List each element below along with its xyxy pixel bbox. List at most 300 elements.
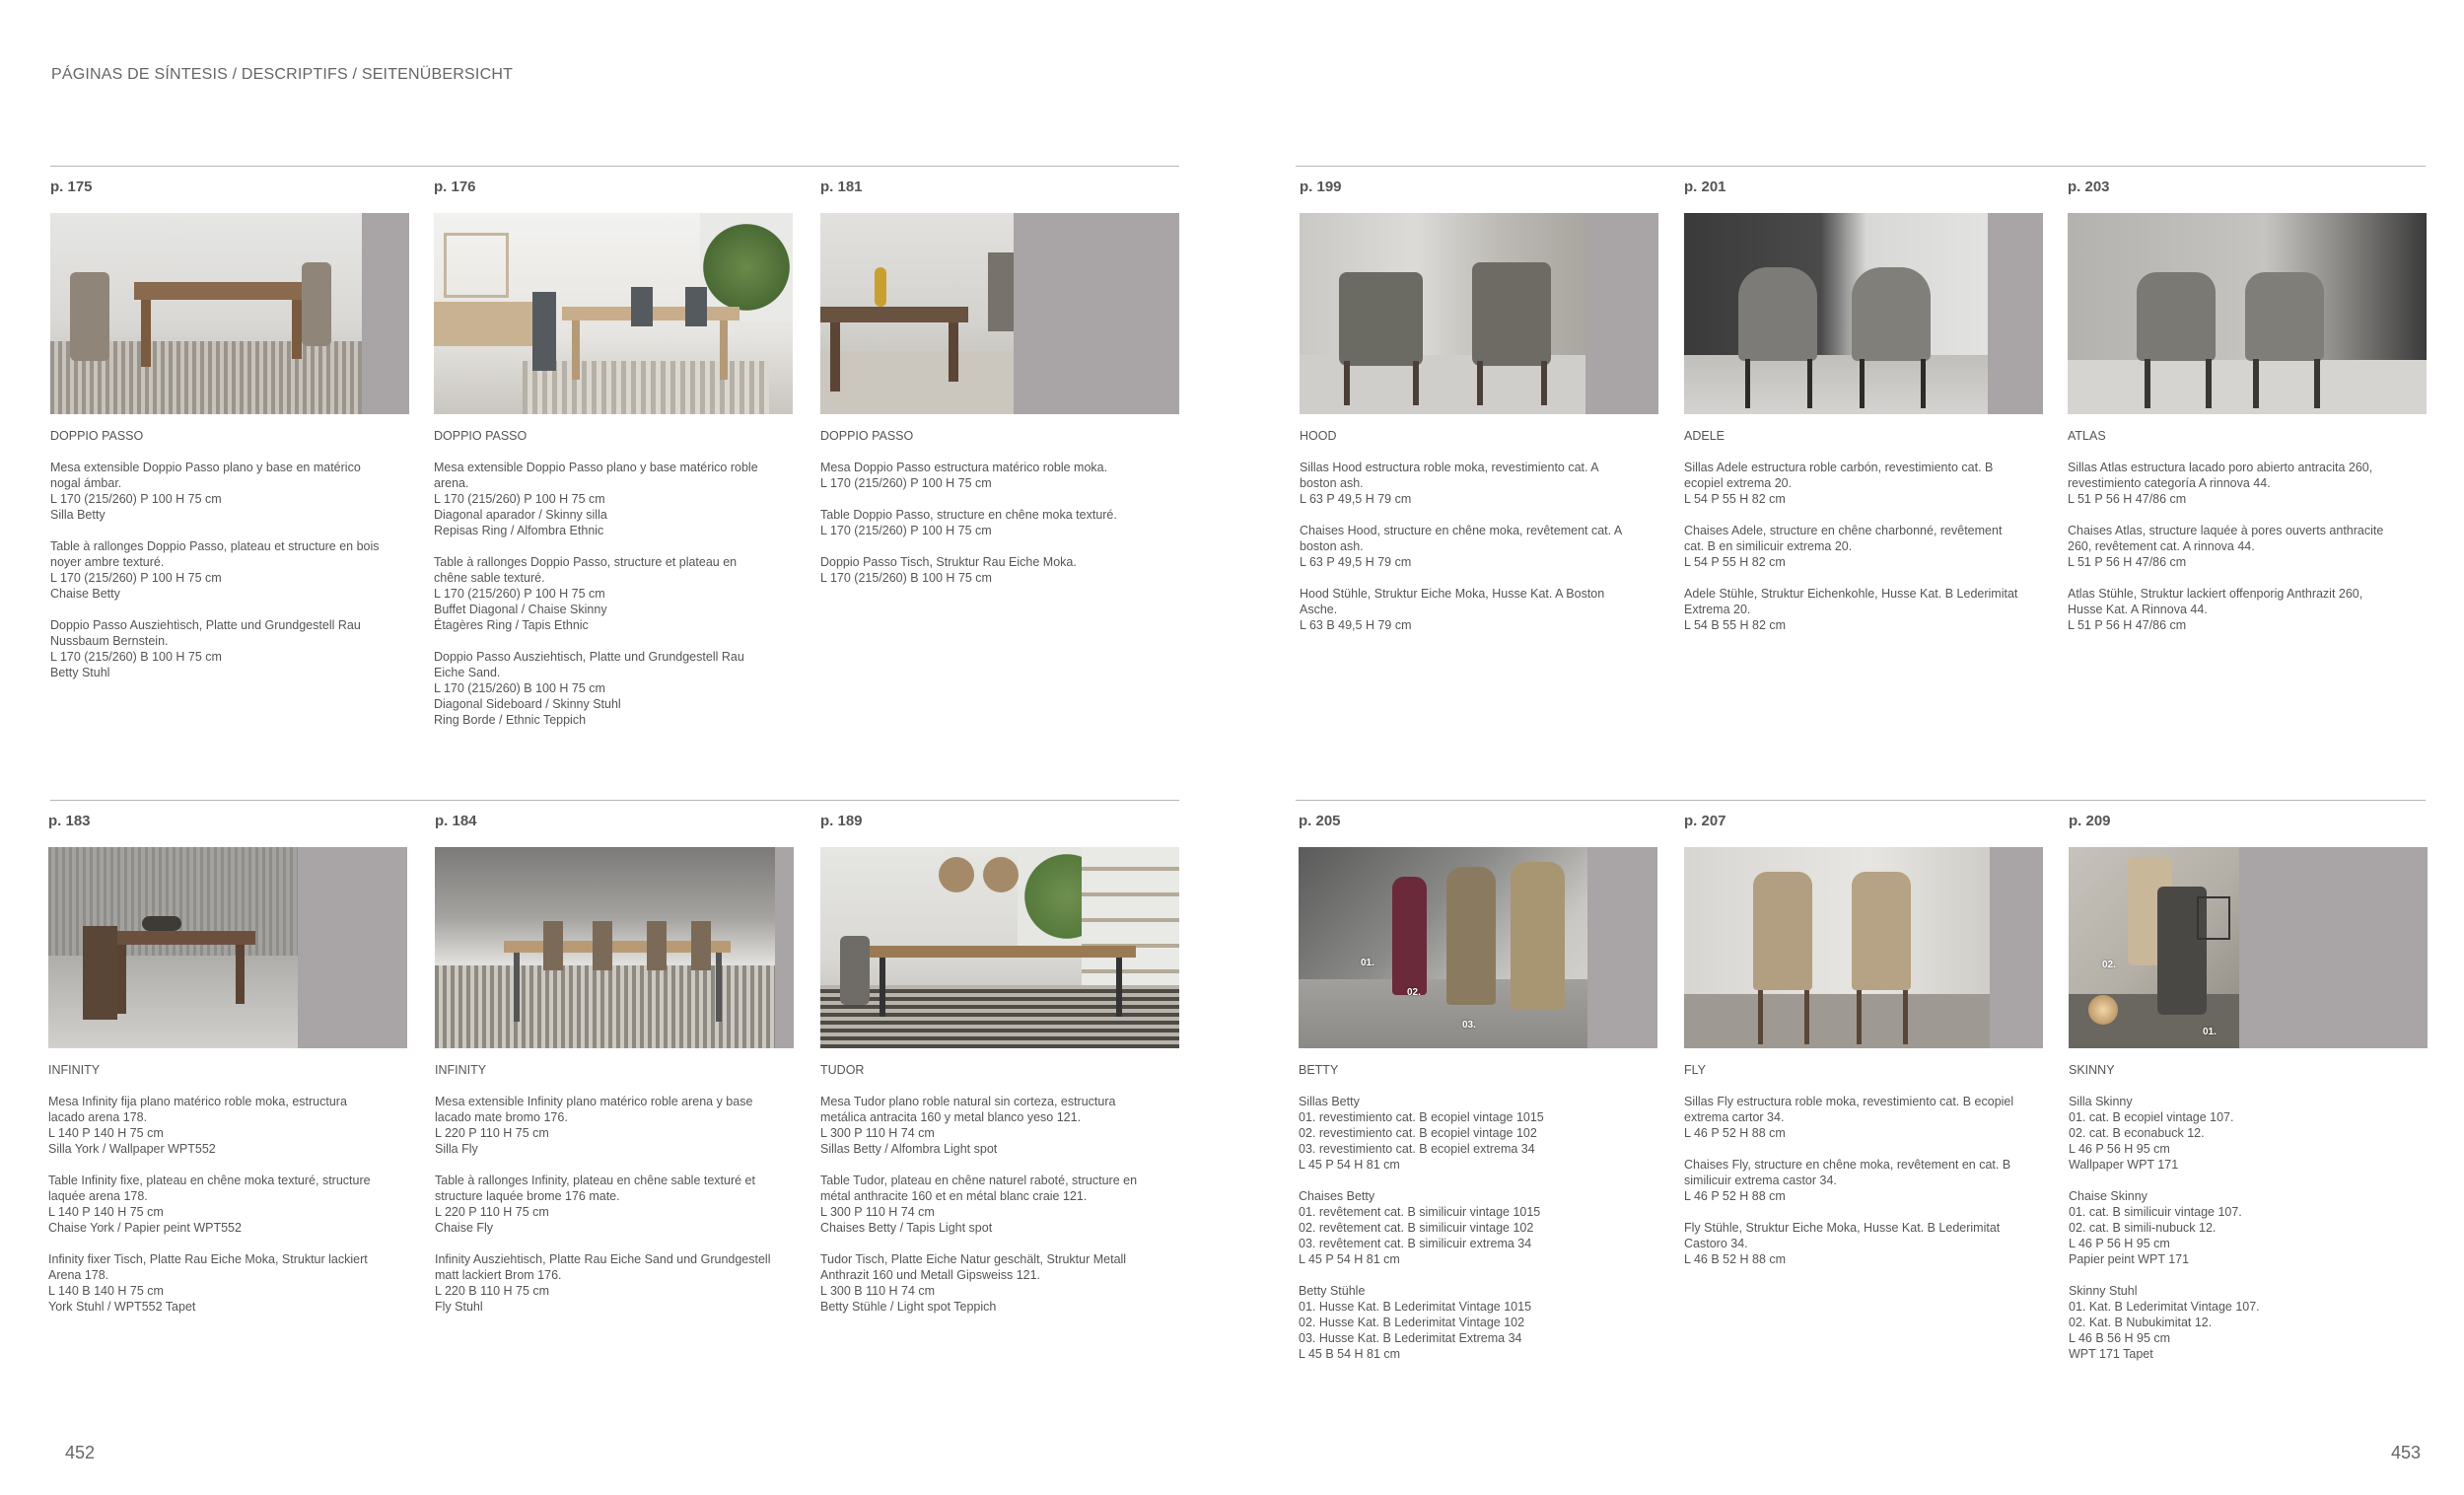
desc-line: matt lackiert Brom 176. [435,1268,562,1282]
divider-top-right [1296,166,2426,167]
desc-line: Mesa Tudor plano roble natural sin corteza, estructura [820,1095,1116,1108]
desc-line: 03. revestimiento cat. B ecopiel extrema 34 [1299,1142,1535,1156]
desc-line: York Stuhl / WPT552 Tapet [48,1300,196,1314]
desc-line: Silla Fly [435,1142,478,1156]
desc-de [1299,1283,1657,1362]
product-photo [1684,213,2043,414]
page-ref: p. 203 [2068,178,2110,195]
page-ref: p. 199 [1300,178,1342,195]
photo-detail [820,985,1179,1048]
desc-line: Infinity fixer Tisch, Platte Rau Eiche Moka, Struktur lackiert [48,1252,368,1266]
product-model: DOPPIO PASSO [820,429,914,443]
grey-band [775,847,794,1048]
product-photo [820,213,1179,414]
desc-line: L 170 (215/260) B 100 H 75 cm [434,681,605,695]
photo-detail [685,287,707,326]
photo-detail [1392,877,1427,995]
grey-band [1014,213,1179,414]
desc-line: Doppio Passo Tisch, Struktur Rau Eiche Moka. [820,555,1077,569]
variant-marker-01: 01. [2203,1027,2217,1037]
photo-detail [523,361,769,414]
desc-line: L 170 (215/260) P 100 H 75 cm [50,492,222,506]
desc-fr [820,507,1179,538]
product-card-184[interactable] [435,812,794,1314]
desc-es [435,1094,794,1157]
desc-line: Chaises Hood, structure en chêne moka, revêtement cat. A [1300,524,1623,537]
product-model: INFINITY [48,1063,101,1077]
desc-line: Chaises Fly, structure en chêne moka, revêtement en cat. B [1684,1158,2011,1172]
desc-es [1684,1094,2043,1141]
desc-line: ecopiel extrema 20. [1684,476,1793,490]
product-photo [1300,213,1658,414]
desc-es [820,1094,1179,1157]
desc-line: Chaises Atlas, structure laquée à pores ouverts anthracite [2068,524,2384,537]
desc-line: L 170 (215/260) B 100 H 75 cm [820,571,992,585]
product-photo [1684,847,2043,1048]
page-ref: p. 181 [820,178,863,195]
desc-line: 260, revêtement cat. A rinnova 44. [2068,539,2255,553]
photo-detail [292,300,302,359]
photo-detail [1807,359,1812,408]
product-photo [50,213,409,414]
desc-line: Arena 178. [48,1268,109,1282]
desc-line: L 54 B 55 H 82 cm [1684,618,1787,632]
product-card-199[interactable] [1300,178,1658,632]
photo-detail [1852,267,1931,361]
photo-detail [514,953,520,1022]
desc-line: structure laquée brome 176 mate. [435,1189,620,1203]
desc-line: L 300 B 110 H 74 cm [820,1284,936,1298]
product-model: DOPPIO PASSO [434,429,528,443]
desc-line: lacado mate bromo 176. [435,1110,568,1124]
desc-line: Silla Betty [50,508,106,522]
desc-line: L 63 P 49,5 H 79 cm [1300,492,1412,506]
desc-line: Mesa Doppio Passo estructura matérico roble moka. [820,461,1108,474]
divider-top-left [50,166,1179,167]
desc-fr [1300,523,1658,570]
product-card-203[interactable] [2068,178,2427,632]
desc-line: Tudor Tisch, Platte Eiche Natur geschält, Struktur Metall [820,1252,1127,1266]
desc-line: L 63 P 49,5 H 79 cm [1300,555,1412,569]
desc-line: L 46 P 52 H 88 cm [1684,1126,1786,1140]
desc-line: Skinny Stuhl [2069,1284,2138,1298]
desc-line: boston ash. [1300,476,1364,490]
desc-fr [1684,523,2043,570]
photo-detail [1758,990,1763,1044]
desc-line: L 51 P 56 H 47/86 cm [2068,618,2187,632]
page-ref: p. 184 [435,813,477,829]
photo-detail [2253,359,2259,408]
desc-line: L 51 P 56 H 47/86 cm [2068,492,2187,506]
scene-image [434,213,793,414]
desc-line: Table à rallonges Infinity, plateau en chêne sable texturé et [435,1174,755,1187]
product-card-209[interactable] [2069,812,2428,1361]
desc-line: 02. revêtement cat. B similicuir vintage 102 [1299,1221,1534,1235]
desc-es [48,1094,407,1157]
desc-line: similicuir extrema castor 34. [1684,1174,1837,1187]
photo-detail [2197,896,2230,940]
scene-image [2069,847,2239,1048]
desc-line: 01. cat. B ecopiel vintage 107. [2069,1110,2234,1124]
desc-line: Papier peint WPT 171 [2069,1252,2190,1266]
desc-line: 01. Kat. B Lederimitat Vintage 107. [2069,1300,2260,1314]
desc-line: Doppio Passo Ausziehtisch, Platte und Grundgestell Rau [434,650,744,664]
scene-image [2068,213,2427,414]
scene-image [820,213,1014,414]
photo-detail [1339,272,1423,366]
desc-line: L 46 B 52 H 88 cm [1684,1252,1787,1266]
photo-detail [1116,958,1122,1017]
page-ref: p. 176 [434,178,476,195]
product-model: INFINITY [435,1063,487,1077]
product-photo [434,213,793,414]
page-ref: p. 209 [2069,813,2111,829]
desc-line: Chaise York / Papier peint WPT552 [48,1221,242,1235]
product-model: FLY [1684,1063,1706,1077]
desc-fr [1684,1157,2043,1204]
desc-line: Chaise Skinny [2069,1189,2147,1203]
desc-line: 02. revestimiento cat. B ecopiel vintage 102 [1299,1126,1537,1140]
desc-line: Chaise Fly [435,1221,494,1235]
scene-image [48,847,298,1048]
grey-band [362,213,409,414]
product-card-183[interactable] [48,812,407,1314]
desc-line: L 46 B 56 H 95 cm [2069,1331,2171,1345]
photo-detail [1860,359,1865,408]
photo-detail [983,857,1019,892]
desc-es [820,460,1179,491]
desc-line: extrema cartor 34. [1684,1110,1785,1124]
desc-line: L 54 P 55 H 82 cm [1684,492,1786,506]
product-card-181[interactable] [820,178,1179,585]
desc-line: metálica antracita 160 y metal blanco yeso 121. [820,1110,1082,1124]
desc-es [434,460,793,538]
photo-detail [83,926,117,1020]
desc-line: Nussbaum Bernstein. [50,634,169,648]
product-photo [820,847,1179,1048]
desc-de [50,617,409,680]
product-description [1684,428,2043,649]
desc-line: L 63 B 49,5 H 79 cm [1300,618,1412,632]
product-photo [435,847,794,1048]
grey-band [1990,847,2043,1048]
photo-detail [1852,872,1911,990]
desc-de [435,1251,794,1315]
photo-detail [840,936,870,1005]
photo-detail [1804,990,1809,1044]
photo-detail [1344,361,1350,405]
desc-line: L 46 P 56 H 95 cm [2069,1237,2170,1250]
product-photo [2069,847,2428,1048]
photo-detail [1511,862,1565,1010]
desc-line: Asche. [1300,603,1338,616]
desc-line: L 140 P 140 H 75 cm [48,1205,164,1219]
desc-line: L 220 P 110 H 75 cm [435,1205,549,1219]
photo-detail [435,965,775,1048]
desc-fr [2069,1188,2428,1267]
desc-line: Chaises Betty / Tapis Light spot [820,1221,993,1235]
desc-line: Table Tudor, plateau en chêne naturel raboté, structure en [820,1174,1138,1187]
photo-detail [593,921,612,970]
product-description [434,428,793,744]
photo-detail [1413,361,1419,405]
photo-detail [141,300,151,367]
desc-line: L 170 (215/260) P 100 H 75 cm [434,587,605,601]
photo-detail [2068,360,2427,414]
photo-detail [1541,361,1547,405]
desc-line: 01. revestimiento cat. B ecopiel vintage 1015 [1299,1110,1544,1124]
photo-detail [870,946,1136,958]
photo-detail [2088,995,2118,1025]
desc-line: Sillas Betty / Alfombra Light spot [820,1142,998,1156]
product-description [435,1062,794,1330]
desc-line: revestimiento categoría A rinnova 44. [2068,476,2271,490]
desc-line: arena. [434,476,469,490]
photo-detail [939,857,974,892]
desc-line: Sillas Betty [1299,1095,1360,1108]
photo-detail [1745,359,1750,408]
photo-detail [1738,267,1817,361]
photo-detail [1472,262,1551,366]
desc-fr [48,1173,407,1236]
photo-detail [691,921,711,970]
desc-line: L 46 P 52 H 88 cm [1684,1189,1786,1203]
photo-detail [2145,359,2150,408]
desc-line: Betty Stühle / Light spot Teppich [820,1300,997,1314]
desc-de [434,649,793,728]
photo-detail [142,916,181,931]
photo-detail [1477,361,1483,405]
photo-detail [949,322,958,382]
photo-detail [543,921,563,970]
desc-es [2068,460,2427,507]
variant-marker-02: 02. [1407,987,1421,998]
desc-line: Table Doppio Passo, structure en chêne moka texturé. [820,508,1117,522]
desc-line: Chaises Betty [1299,1189,1375,1203]
desc-line: Table à rallonges Doppio Passo, structure et plateau en [434,555,738,569]
desc-line: L 300 P 110 H 74 cm [820,1126,935,1140]
desc-fr [820,1173,1179,1236]
desc-line: L 54 P 55 H 82 cm [1684,555,1786,569]
product-card-207[interactable] [1684,812,2043,1266]
desc-es [1684,460,2043,507]
desc-line: Castoro 34. [1684,1237,1748,1250]
desc-line: Adele Stühle, Struktur Eichenkohle, Husse Kat. B Lederimitat [1684,587,2018,601]
desc-fr [1299,1188,1657,1267]
photo-detail [1446,867,1496,1005]
photo-detail [700,213,793,321]
photo-detail [880,958,885,1017]
scene-image [1684,213,1988,414]
desc-fr [2068,523,2427,570]
photo-detail [720,320,728,380]
desc-line: Wallpaper WPT 171 [2069,1158,2179,1172]
photo-detail [1921,359,1926,408]
desc-line: noyer ambre texturé. [50,555,165,569]
desc-fr [434,554,793,633]
product-description [48,1062,407,1330]
desc-line: Eiche Sand. [434,666,501,679]
desc-line: L 51 P 56 H 47/86 cm [2068,555,2187,569]
photo-detail [647,921,667,970]
photo-detail [1753,872,1812,990]
desc-line: Fly Stuhl [435,1300,483,1314]
scene-image [820,847,1179,1048]
desc-de [820,554,1179,586]
desc-line: Chaise Betty [50,587,120,601]
photo-detail [820,307,968,322]
desc-de [1684,586,2043,633]
page-number-right: 453 [2391,1443,2422,1462]
product-model: DOPPIO PASSO [50,429,144,443]
desc-line: Betty Stuhl [50,666,110,679]
desc-line: cat. B en similicuir extrema 20. [1684,539,1853,553]
product-card-205[interactable] [1299,812,1657,1361]
page-ref: p. 175 [50,178,93,195]
desc-line: L 45 P 54 H 81 cm [1299,1252,1400,1266]
desc-line: L 45 B 54 H 81 cm [1299,1347,1401,1361]
desc-line: chêne sable texturé. [434,571,545,585]
desc-line: Repisas Ring / Alfombra Ethnic [434,524,604,537]
page-ref: p. 201 [1684,178,1726,195]
desc-de [820,1251,1179,1315]
desc-fr [50,538,409,602]
product-card-175[interactable] [50,178,409,679]
product-photo [1299,847,1657,1048]
scene-image [50,213,362,414]
grey-band [298,847,407,1048]
desc-line: L 170 (215/260) P 100 H 75 cm [50,571,222,585]
desc-de [1684,1220,2043,1267]
desc-line: Sillas Atlas estructura lacado poro abierto antracita 260, [2068,461,2373,474]
grey-band [1585,213,1658,414]
product-card-189[interactable] [820,812,1179,1314]
page-header: PÁGINAS DE SÍNTESIS / DESCRIPTIFS / SEITENÜBERSICHT [51,66,514,83]
product-photo [48,847,407,1048]
photo-detail [444,233,509,298]
grey-band [2239,847,2428,1048]
product-description [820,1062,1179,1330]
photo-detail [532,292,556,371]
desc-line: L 170 (215/260) P 100 H 75 cm [820,524,992,537]
desc-de [2069,1283,2428,1362]
page-ref: p. 207 [1684,813,1726,829]
photo-detail [1082,847,1179,995]
desc-line: Husse Kat. A Rinnova 44. [2068,603,2208,616]
desc-line: 02. Husse Kat. B Lederimitat Vintage 102 [1299,1316,1525,1329]
photo-detail [716,953,722,1022]
desc-fr [435,1173,794,1236]
product-photo [2068,213,2427,414]
photo-detail [1684,994,1990,1048]
product-model: BETTY [1299,1063,1339,1077]
product-model: ATLAS [2068,429,2106,443]
desc-line: Sillas Fly estructura roble moka, revestimiento cat. B ecopiel [1684,1095,2014,1108]
desc-es [1300,460,1658,507]
product-model: HOOD [1300,429,1337,443]
desc-line: Betty Stühle [1299,1284,1366,1298]
product-card-201[interactable] [1684,178,2043,632]
desc-line: Ring Borde / Ethnic Teppich [434,713,587,727]
photo-detail [434,302,542,346]
product-card-176[interactable] [434,178,793,727]
desc-line: boston ash. [1300,539,1364,553]
desc-line: L 46 P 56 H 95 cm [2069,1142,2170,1156]
photo-detail [302,262,331,346]
photo-detail [572,320,580,380]
variant-marker-03: 03. [1462,1020,1476,1031]
photo-detail [2245,272,2324,361]
product-description [50,428,409,696]
photo-detail [820,351,1014,414]
desc-line: Extrema 20. [1684,603,1751,616]
desc-line: 03. Husse Kat. B Lederimitat Extrema 34 [1299,1331,1522,1345]
desc-line: lacado arena 178. [48,1110,148,1124]
desc-line: Buffet Diagonal / Chaise Skinny [434,603,607,616]
photo-detail [107,931,255,945]
desc-line: Chaises Adele, structure en chêne charbonné, revêtement [1684,524,2003,537]
photo-detail [988,252,1014,331]
desc-line: 01. Husse Kat. B Lederimitat Vintage 1015 [1299,1300,1532,1314]
desc-line: Diagonal aparador / Skinny silla [434,508,607,522]
desc-line: Atlas Stühle, Struktur lackiert offenporig Anthrazit 260, [2068,587,2363,601]
page-number-left: 452 [65,1443,96,1462]
desc-line: L 170 (215/260) B 100 H 75 cm [50,650,222,664]
desc-line: Fly Stühle, Struktur Eiche Moka, Husse Kat. B Lederimitat [1684,1221,2001,1235]
photo-detail [134,282,312,300]
photo-detail [830,322,840,392]
photo-detail [117,945,126,1014]
photo-detail [1903,990,1908,1044]
scene-image [1299,847,1587,1048]
desc-line: Étagères Ring / Tapis Ethnic [434,618,589,632]
desc-line: Anthrazit 160 und Metall Gipsweiss 121. [820,1268,1041,1282]
desc-line: 01. cat. B similicuir vintage 107. [2069,1205,2242,1219]
desc-de [2068,586,2427,633]
photo-detail [236,945,245,1004]
divider-bottom-right [1296,800,2426,801]
desc-line: Silla Skinny [2069,1095,2133,1108]
page-ref: p. 183 [48,813,91,829]
desc-line: 02. cat. B econabuck 12. [2069,1126,2205,1140]
photo-detail [875,267,886,307]
desc-line: Table à rallonges Doppio Passo, plateau et structure en bois [50,539,380,553]
scene-image [435,847,775,1048]
photo-detail [1684,355,1988,414]
desc-es [2069,1094,2428,1173]
photo-detail [2314,359,2320,408]
scene-image [1300,213,1585,414]
desc-line: 02. Kat. B Nubukimitat 12. [2069,1316,2213,1329]
divider-bottom-left [50,800,1179,801]
desc-line: L 220 P 110 H 75 cm [435,1126,549,1140]
desc-line: Sillas Adele estructura roble carbón, revestimiento cat. B [1684,461,1994,474]
desc-line: Table Infinity fixe, plateau en chêne moka texturé, structure [48,1174,371,1187]
desc-line: L 140 P 140 H 75 cm [48,1126,164,1140]
desc-line: L 300 P 110 H 74 cm [820,1205,935,1219]
product-description [2069,1062,2428,1378]
desc-line: 01. revêtement cat. B similicuir vintage 1015 [1299,1205,1541,1219]
desc-line: L 170 (215/260) P 100 H 75 cm [820,476,992,490]
page-ref: p. 205 [1299,813,1341,829]
grey-band [1587,847,1657,1048]
desc-line: Mesa extensible Doppio Passo plano y base en matérico [50,461,361,474]
photo-detail [2137,272,2216,361]
desc-line: Mesa extensible Doppio Passo plano y base matérico roble [434,461,758,474]
desc-line: métal anthracite 160 et en métal blanc craie 121. [820,1189,1088,1203]
variant-marker-02: 02. [2102,960,2116,970]
desc-line: Doppio Passo Ausziehtisch, Platte und Grundgestell Rau [50,618,361,632]
